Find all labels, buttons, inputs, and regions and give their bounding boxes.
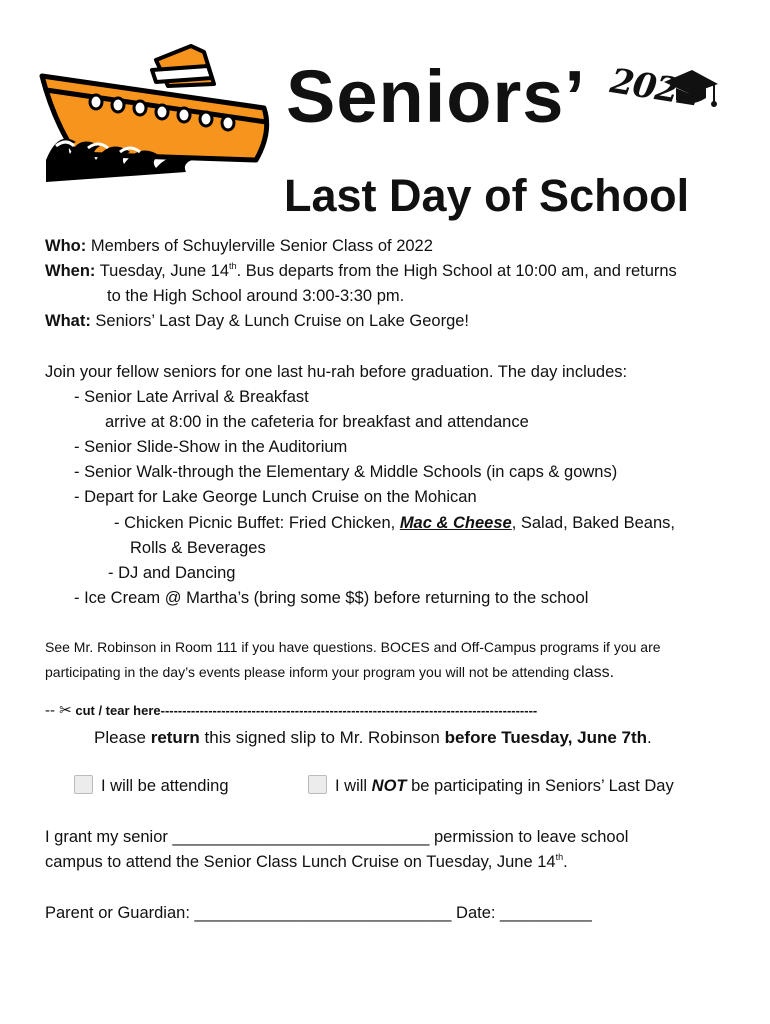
when-value-date: Tuesday, June 14 <box>99 262 230 280</box>
option2-text-a: I will <box>335 777 372 795</box>
tear-dashes: --------------------------------------------------------------------------------------- <box>160 703 538 718</box>
grant-line2 <box>45 850 568 875</box>
parent-signature-line: Parent or Guardian: ____________________________ Date: __________ <box>45 904 592 922</box>
schedule-item-walkthrough: - Senior Walk-through the Elementary & Middle Schools (in caps & gowns) <box>74 463 618 481</box>
buffet-text-a: - Chicken Picnic Buffet: Fried Chicken, <box>114 514 400 532</box>
when-value-rest: . Bus departs from the High School at 10:00 am, and returns <box>236 262 677 280</box>
option-attending-label: I will be attending <box>101 777 229 795</box>
checkbox-not-participating[interactable] <box>308 775 327 794</box>
notes-line2-class: class. <box>573 664 615 681</box>
who-label: Who: <box>45 237 87 255</box>
when-sup: th <box>229 261 237 271</box>
when-continuation: to the High School around 3:00-3:30 pm. <box>107 287 405 305</box>
who-value: Members of Schuylerville Senior Class of 2022 <box>90 237 433 255</box>
option-not-participating[interactable] <box>308 774 674 799</box>
schedule-subitem-buffet <box>114 511 675 536</box>
notes-line2 <box>45 659 614 686</box>
grant-line1: I grant my senior ____________________________ permission to leave school <box>45 828 629 846</box>
notes-line2-text: participating in the day’s events please inform your program you will not be attending <box>45 664 574 680</box>
title-seniors: Seniors’ <box>286 55 586 138</box>
cruise-ship-illustration <box>36 42 276 188</box>
title-last-day: Last Day of School <box>284 170 690 221</box>
grant-sup: th <box>555 852 564 862</box>
mac-and-cheese: Mac & Cheese <box>399 514 512 532</box>
tear-line <box>45 700 537 722</box>
return-text-c: this signed slip to Mr. Robinson <box>199 728 445 747</box>
notes-line1: See Mr. Robinson in Room 111 if you have questions. BOCES and Off-Campus programs if you are <box>45 639 661 655</box>
year-label: 2022 <box>607 61 704 115</box>
schedule-item-breakfast-detail: arrive at 8:00 in the cafeteria for breakfast and attendance <box>105 413 529 431</box>
what-label: What: <box>45 312 91 330</box>
return-deadline: before Tuesday, June 7th <box>444 728 648 747</box>
option2-text-c: be participating in Seniors’ Last Day <box>406 777 674 795</box>
schedule-subitem-buffet-cont: Rolls & Beverages <box>130 539 266 557</box>
schedule-item-icecream: - Ice Cream @ Martha’s (bring some $$) before returning to the school <box>74 589 589 607</box>
checkbox-attending[interactable] <box>74 775 93 794</box>
option-attending[interactable] <box>74 774 229 799</box>
return-text-a: Please <box>94 728 151 747</box>
option2-not: NOT <box>371 777 407 795</box>
buffet-text-b: , Salad, Baked Beans, <box>511 514 675 532</box>
schedule-subitem-dj: - DJ and Dancing <box>108 564 236 582</box>
return-instruction <box>94 725 652 750</box>
schedule-item-cruise: - Depart for Lake George Lunch Cruise on the Mohican <box>74 488 477 506</box>
grant-line2-end: . <box>563 853 568 871</box>
return-text-e: . <box>647 728 652 747</box>
schedule-item-breakfast: - Senior Late Arrival & Breakfast <box>74 388 309 406</box>
scissors-icon: -- ✂ <box>45 702 72 719</box>
schedule-item-slideshow: - Senior Slide-Show in the Auditorium <box>74 438 348 456</box>
what-line <box>45 309 469 334</box>
return-text-b: return <box>150 728 200 747</box>
intro-text: Join your fellow seniors for one last hu-rah before graduation. The day includes: <box>45 363 628 381</box>
when-line <box>45 259 677 284</box>
when-label: When: <box>45 262 96 280</box>
who-line <box>45 234 433 259</box>
what-value: Seniors’ Last Day & Lunch Cruise on Lake George! <box>95 312 470 330</box>
grant-line2-text: campus to attend the Senior Class Lunch Cruise on Tuesday, June 14 <box>45 853 556 871</box>
tear-label: cut / tear here <box>71 703 161 718</box>
